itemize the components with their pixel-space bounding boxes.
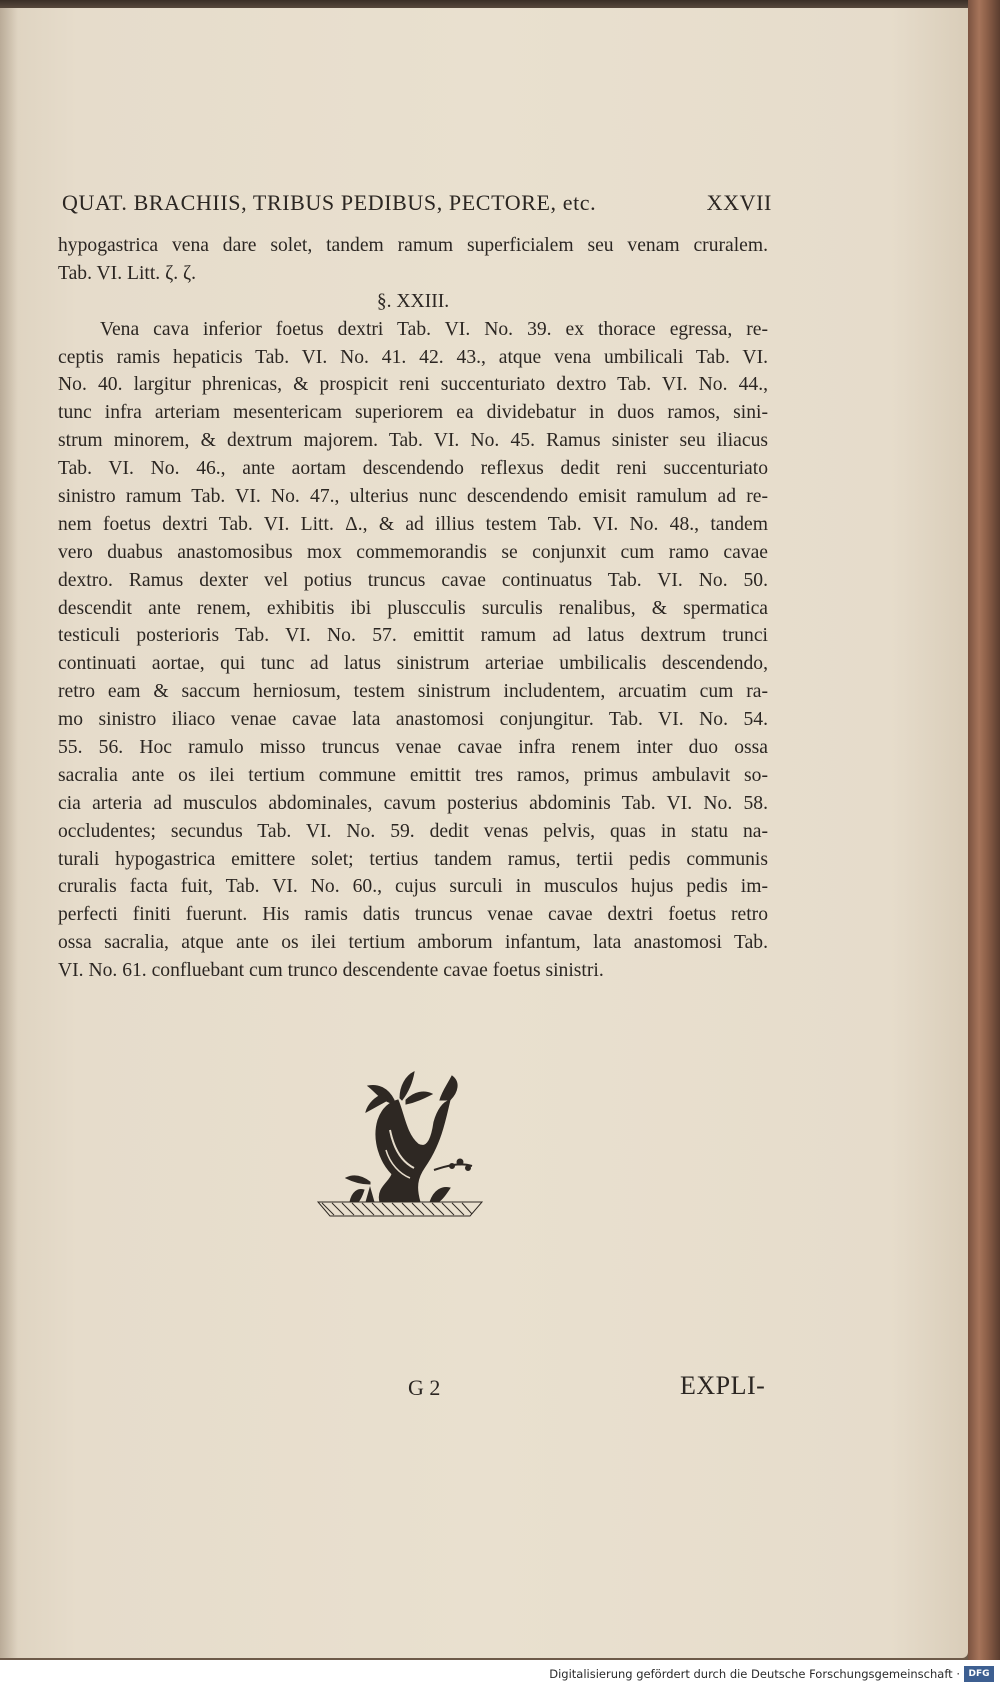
text-line: sacralia ante os ilei tertium commune emittit tres ramos, primus ambulavit so- — [58, 764, 768, 786]
text-line: Tab. VI. No. 46., ante aortam descendendo reflexus dedit reni succenturiato — [58, 458, 768, 480]
text-line: strum minorem, & dextrum majorem. Tab. VI. No. 45. Ramus sinister seu iliacus — [58, 430, 768, 452]
credit-text: Digitalisierung gefördert durch die Deutsche Forschungsgemeinschaft · — [549, 1667, 960, 1681]
text-line: cruralis facta fuit, Tab. VI. No. 60., cujus surculi in musculos hujus pedis im- — [58, 876, 768, 898]
running-head — [62, 190, 772, 220]
catchword: EXPLI- — [680, 1371, 766, 1400]
text-line: descendit ante renem, exhibitis ibi pluscculis surculis renalibus, & spermatica — [58, 597, 768, 619]
text-line: hypogastrica vena dare solet, tandem ramum superficialem seu venam cruralem. — [58, 235, 768, 256]
text-line: nem foetus dextri Tab. VI. Litt. Δ., & ad illius testem Tab. VI. No. 48., tandem — [58, 513, 768, 535]
cornucopia-vignette — [310, 1070, 490, 1220]
text-line: 55. 56. Hoc ramulo misso truncus venae cavae infra renem inter duo ossa — [58, 737, 768, 759]
digitization-credit-bar — [0, 1660, 1000, 1690]
text-line: mo sinistro iliaco venae cavae lata anastomosi conjungitur. Tab. VI. No. 54. — [58, 709, 768, 731]
text-line: turali hypogastrica emittere solet; tertius tandem ramus, tertii pedis communis — [58, 848, 768, 870]
text-line: vero duabus anastomosibus mox commemorandis se conjunxit cum ramo cavae — [58, 541, 768, 563]
text-line: sinistro ramum Tab. VI. No. 47., ulterius nunc descendendo emisit ramulum ad re- — [58, 486, 768, 508]
body-text — [58, 232, 768, 985]
page-number: XXVII — [706, 190, 772, 215]
page-footer — [0, 1371, 1000, 1415]
signature-mark: G 2 — [408, 1375, 441, 1400]
text-line: tunc infra arteriam mesentericam superiorem ea dividebatur in duos ramos, sini- — [58, 402, 768, 424]
text-line: cia arteria ad musculos abdominales, cavum posterius abdominis Tab. VI. No. 58. — [58, 792, 768, 814]
text-line: Tab. VI. Litt. ζ. ζ. — [58, 262, 197, 284]
text-line: occludentes; secundus Tab. VI. No. 59. dedit venas pelvis, quas in statu na- — [58, 820, 768, 842]
dfg-logo: DFG — [964, 1666, 994, 1682]
text-line: dextro. Ramus dexter vel potius truncus cavae continuatus Tab. VI. No. 50. — [58, 569, 768, 591]
text-line: VI. No. 61. confluebant cum trunco descendente cavae foetus sinistri. — [58, 960, 604, 982]
text-line: Vena cava inferior foetus dextri Tab. VI. No. 39. ex thorace egressa, re- — [100, 318, 768, 340]
text-line: testiculi posterioris Tab. VI. No. 57. emittit ramum ad latus dextrum trunci — [58, 625, 768, 647]
text-line: ceptis ramis hepaticis Tab. VI. No. 41. 42. 43., atque vena umbilicali Tab. VI. — [58, 346, 768, 368]
text-line: perfecti finiti fuerunt. His ramis datis truncus venae cavae dextri foetus retro — [58, 904, 768, 926]
section-heading: §. XXIII. — [376, 290, 450, 312]
text-line: No. 40. largitur phrenicas, & prospicit reni succenturiato dextro Tab. VI. No. 44., — [58, 374, 768, 396]
text-line: ossa sacralia, atque ante os ilei tertium amborum infantum, lata anastomosi Tab. — [58, 932, 768, 954]
text-line: continuati aortae, qui tunc ad latus sinistrum arteriae umbilicalis descendendo, — [58, 653, 768, 675]
running-head-title: QUAT. BRACHIIS, TRIBUS PEDIBUS, PECTORE, etc. — [62, 190, 597, 215]
text-line: retro eam & saccum herniosum, testem sinistrum includentem, arcuatim cum ra- — [58, 681, 768, 703]
